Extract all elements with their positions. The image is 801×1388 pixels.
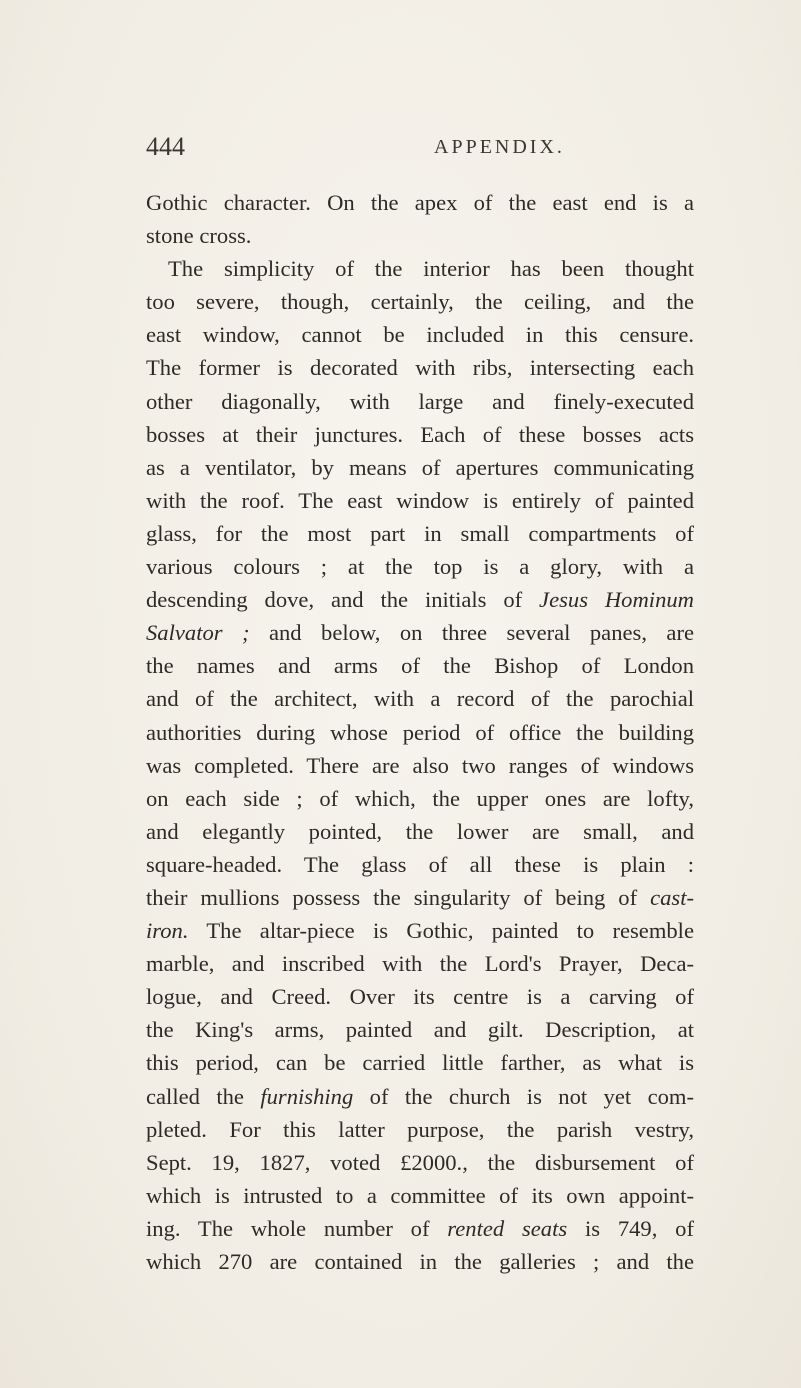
- text-run: too severe, though, certainly, the ceiling, and the: [146, 289, 694, 315]
- text-run: stone cross.: [146, 223, 252, 249]
- text-run: on each side ; of which, the upper ones are lofty,: [146, 785, 694, 811]
- text-line: [146, 1146, 694, 1179]
- text-line: [146, 649, 694, 682]
- italic-text: Jesus Hominum: [539, 587, 694, 613]
- text-line: [146, 517, 694, 550]
- text-run: authorities during whose period of office the building: [146, 719, 694, 745]
- text-line: [146, 252, 694, 285]
- text-line: [146, 1046, 694, 1079]
- text-run: Gothic character. On the apex of the east end is a: [146, 190, 694, 215]
- text-run: which 270 are contained in the galleries ; and the: [146, 1249, 694, 1274]
- text-line: [146, 550, 694, 583]
- text-line: [146, 451, 694, 484]
- text-line: [146, 351, 694, 384]
- text-line: [146, 418, 694, 451]
- italic-text: furnishing: [260, 1083, 354, 1109]
- text-run: with the roof. The east window is entirely of painted: [146, 487, 694, 513]
- text-run: was completed. There are also two ranges of windows: [146, 752, 694, 778]
- text-line: [146, 285, 694, 318]
- text-run: The altar-piece is Gothic, painted to resemble: [188, 918, 694, 944]
- text-line: [146, 881, 694, 914]
- text-run: bosses at their junctures. Each of these bosses acts: [146, 421, 694, 447]
- text-run: other diagonally, with large and finely-executed: [146, 388, 694, 414]
- body-text: [146, 186, 694, 1278]
- text-line: [146, 980, 694, 1013]
- text-run: and elegantly pointed, the lower are small, and: [146, 818, 694, 844]
- text-line: [146, 716, 694, 749]
- text-run: various colours ; at the top is a glory, with a: [146, 554, 694, 580]
- text-line: [146, 749, 694, 782]
- text-line: [146, 385, 694, 418]
- text-line: [146, 186, 694, 219]
- text-line: [146, 318, 694, 351]
- text-line: [146, 682, 694, 715]
- text-line: [146, 1179, 694, 1212]
- text-line: [146, 1080, 694, 1113]
- text-run: square-headed. The glass of all these is plain :: [146, 851, 694, 877]
- text-run: marble, and inscribed with the Lord's Prayer, Deca-: [146, 951, 694, 977]
- running-head: APPENDIX.: [434, 136, 565, 158]
- text-run: The simplicity of the interior has been thought: [168, 256, 694, 282]
- text-run: as a ventilator, by means of apertures communicating: [146, 454, 694, 480]
- italic-text: cast-: [650, 884, 694, 910]
- text-line: [146, 947, 694, 980]
- text-run: this period, can be carried little farther, as what is: [146, 1050, 694, 1076]
- page-header: [146, 132, 698, 172]
- text-run: called the: [146, 1083, 261, 1109]
- text-run: ing. The whole number of: [146, 1215, 448, 1241]
- italic-text: iron.: [146, 918, 189, 944]
- text-line: [146, 815, 694, 848]
- text-line: [146, 616, 694, 649]
- text-run: pleted. For this latter purpose, the parish vestry,: [146, 1116, 694, 1142]
- text-run: which is intrusted to a committee of its own appoint-: [146, 1182, 694, 1208]
- text-run: Sept. 19, 1827, voted £2000., the disbursement of: [146, 1149, 694, 1175]
- text-line: [146, 914, 694, 947]
- italic-text: rented seats: [447, 1215, 568, 1241]
- text-line: [146, 484, 694, 517]
- text-run: logue, and Creed. Over its centre is a carving of: [146, 984, 694, 1010]
- text-line: [146, 1245, 694, 1278]
- text-line: [146, 848, 694, 881]
- text-run: and of the architect, with a record of the parochial: [146, 686, 694, 712]
- text-run: descending dove, and the initials of: [146, 587, 540, 613]
- text-line: [146, 1013, 694, 1046]
- text-run: the King's arms, painted and gilt. Description, at: [146, 1017, 694, 1043]
- page-number: 444: [146, 132, 185, 161]
- text-run: their mullions possess the singularity of being of: [146, 884, 651, 910]
- text-line: [146, 583, 694, 616]
- text-run: is 749, of: [567, 1215, 694, 1241]
- text-run: east window, cannot be included in this censure.: [146, 322, 694, 348]
- italic-text: Salvator ;: [146, 620, 250, 646]
- text-line: [146, 782, 694, 815]
- text-run: glass, for the most part in small compartments of: [146, 520, 694, 546]
- text-line: [146, 219, 694, 252]
- text-run: the names and arms of the Bishop of London: [146, 653, 694, 679]
- text-line: [146, 1212, 694, 1245]
- text-line: [146, 1113, 694, 1146]
- text-run: and below, on three several panes, are: [249, 620, 694, 646]
- text-run: of the church is not yet com-: [353, 1083, 694, 1109]
- text-run: The former is decorated with ribs, intersecting each: [146, 355, 694, 381]
